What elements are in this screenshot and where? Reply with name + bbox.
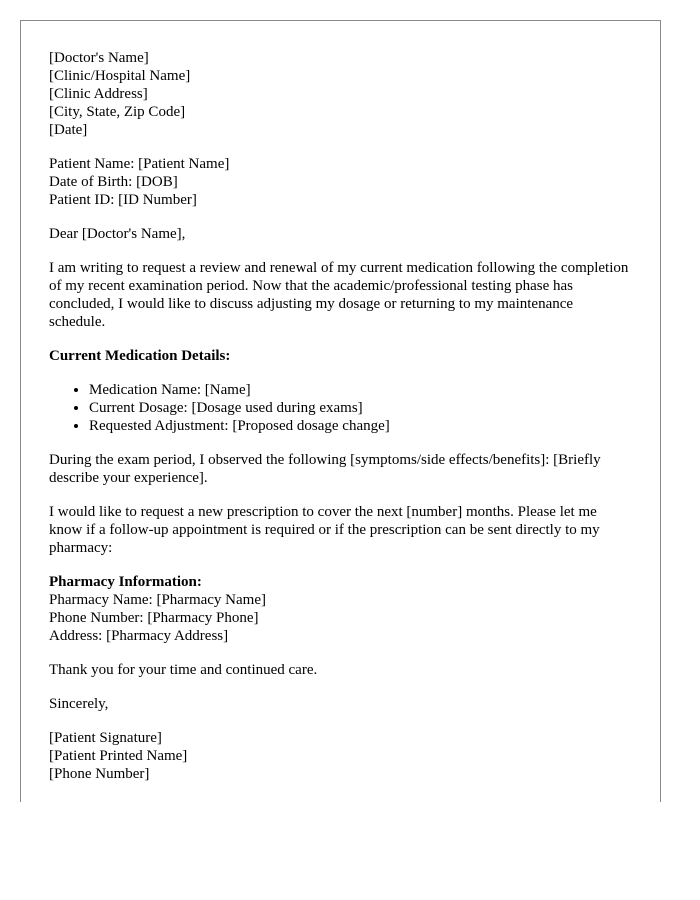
letter-body xyxy=(49,49,629,783)
observation-paragraph: During the exam period, I observed the following [symptoms/side effects/benefits]: [Briefly describe your experience]. xyxy=(49,452,601,486)
medication-list xyxy=(49,381,629,435)
list-item: • Medication Name: [Name] xyxy=(89,381,629,399)
doctor-name: [Doctor's Name] xyxy=(49,50,149,66)
salutation: Dear [Doctor's Name], xyxy=(49,226,186,242)
city-state-zip: [City, State, Zip Code] xyxy=(49,104,186,120)
patient-phone: [Phone Number] xyxy=(49,766,150,782)
patient-block xyxy=(49,155,629,209)
patient-signature: [Patient Signature] xyxy=(49,730,162,746)
signature-block xyxy=(49,729,629,783)
letter-page xyxy=(20,20,661,802)
patient-dob: Date of Birth: [DOB] xyxy=(49,174,178,190)
closing: Sincerely, xyxy=(49,696,109,712)
pharmacy-address: Address: [Pharmacy Address] xyxy=(49,628,229,644)
pharmacy-block xyxy=(49,573,629,645)
letter-date: [Date] xyxy=(49,122,88,138)
medication-heading: Current Medication Details: xyxy=(49,348,231,364)
list-item: • Requested Adjustment: [Proposed dosage change] xyxy=(89,417,629,435)
clinic-address: [Clinic Address] xyxy=(49,86,148,102)
patient-id: Patient ID: [ID Number] xyxy=(49,192,197,208)
clinic-name: [Clinic/Hospital Name] xyxy=(49,68,191,84)
patient-name: Patient Name: [Patient Name] xyxy=(49,156,230,172)
pharmacy-phone: Phone Number: [Pharmacy Phone] xyxy=(49,610,259,626)
request-paragraph: I would like to request a new prescription to cover the next [number] months. Please let me know if a follow-up appointment is required or if the prescription can be sent directly to my pharmacy: xyxy=(49,504,600,556)
pharmacy-heading: Pharmacy Information: xyxy=(49,574,202,590)
pharmacy-name: Pharmacy Name: [Pharmacy Name] xyxy=(49,592,266,608)
patient-printed-name: [Patient Printed Name] xyxy=(49,748,188,764)
intro-paragraph: I am writing to request a review and renewal of my current medication following the completion of my recent examination period. Now that the academic/professional testing phase has concluded, I would like to discuss adjusting my dosage or returning to my maintenance schedule. xyxy=(49,260,629,330)
sender-block xyxy=(49,49,629,139)
thanks-line: Thank you for your time and continued care. xyxy=(49,662,318,678)
list-item: • Current Dosage: [Dosage used during exams] xyxy=(89,399,629,417)
